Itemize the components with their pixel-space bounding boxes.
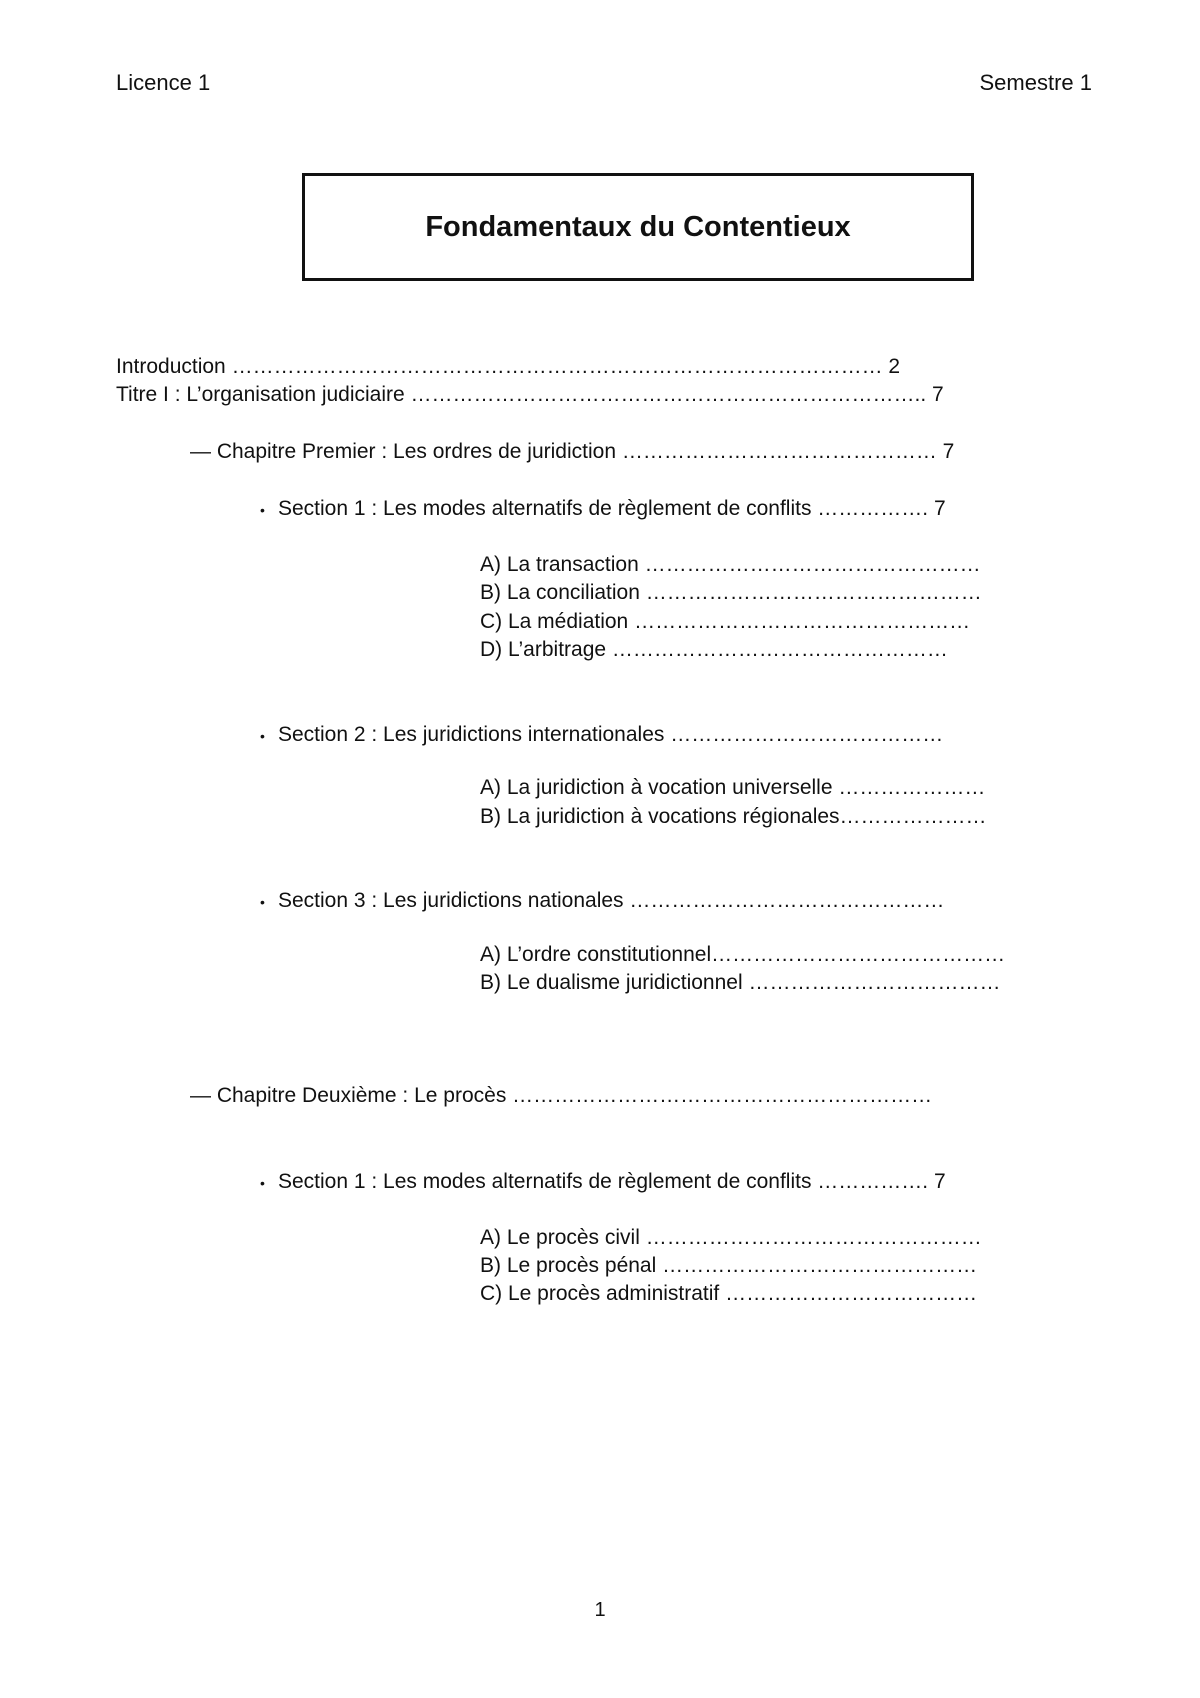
toc-ch1-section-2-label: Section 2 : Les juridictions internationales ………………………………… xyxy=(278,723,944,746)
bullet-icon: • xyxy=(260,502,265,518)
toc-ch1-section-3-label: Section 3 : Les juridictions nationales ……………………………………… xyxy=(278,889,945,912)
toc-ch2-section-1-label: Section 1 : Les modes alternatifs de règlement de conflits ……………. 7 xyxy=(278,1170,946,1193)
toc-ch1-sec2-item-b: B) La juridiction à vocations régionales………………… xyxy=(480,805,987,828)
toc-ch1-sec1-item-b: B) La conciliation ………………………………………… xyxy=(480,581,982,604)
toc-ch2-sec1-item-c: C) Le procès administratif ……………………………… xyxy=(480,1282,978,1305)
header-level: Licence 1 xyxy=(116,70,211,95)
toc-ch1-section-3 xyxy=(260,888,944,915)
toc-ch2-sec1-item-b: B) Le procès pénal ……………………………………… xyxy=(480,1254,978,1277)
toc-ch1-sec1-item-a: A) La transaction ………………………………………… xyxy=(480,553,981,576)
toc-chapitre-premier: — Chapitre Premier : Les ordres de juridiction ……………………………………… 7 xyxy=(190,440,955,463)
toc-ch2-sec1-item-a: A) Le procès civil ………………………………………… xyxy=(480,1226,982,1249)
header-semester: Semestre 1 xyxy=(979,70,1092,95)
toc-ch1-sec2-item-a: A) La juridiction à vocation universelle ………………… xyxy=(480,776,986,799)
document-title: Fondamentaux du Contentieux xyxy=(425,210,851,243)
bullet-icon: • xyxy=(260,894,265,910)
toc-chapitre-deuxieme: — Chapitre Deuxième : Le procès …………………………………………………… xyxy=(190,1084,933,1107)
toc-ch1-sec1-item-d: D) L’arbitrage ………………………………………… xyxy=(480,638,948,661)
bullet-icon: • xyxy=(260,1175,265,1191)
toc-ch2-section-1 xyxy=(260,1169,946,1196)
toc-introduction: Introduction ………………………………………………………………………………… 2 xyxy=(116,355,901,378)
page-number: 1 xyxy=(594,1599,606,1621)
toc-ch1-sec3-item-a: A) L’ordre constitutionnel…………………………………… xyxy=(480,943,1006,966)
toc-titre-1: Titre I : L’organisation judiciaire ……………………………………………………………….. 7 xyxy=(116,383,944,406)
bullet-icon: • xyxy=(260,728,265,744)
toc-ch1-section-1 xyxy=(260,496,946,523)
toc-ch1-sec1-item-c: C) La médiation ………………………………………… xyxy=(480,610,971,633)
toc-ch1-sec3-item-b: B) Le dualisme juridictionnel ……………………………… xyxy=(480,971,1001,994)
toc-ch1-section-2 xyxy=(260,722,943,749)
toc-ch1-section-1-label: Section 1 : Les modes alternatifs de règlement de conflits ……………. 7 xyxy=(278,497,946,520)
title-box xyxy=(302,173,974,281)
